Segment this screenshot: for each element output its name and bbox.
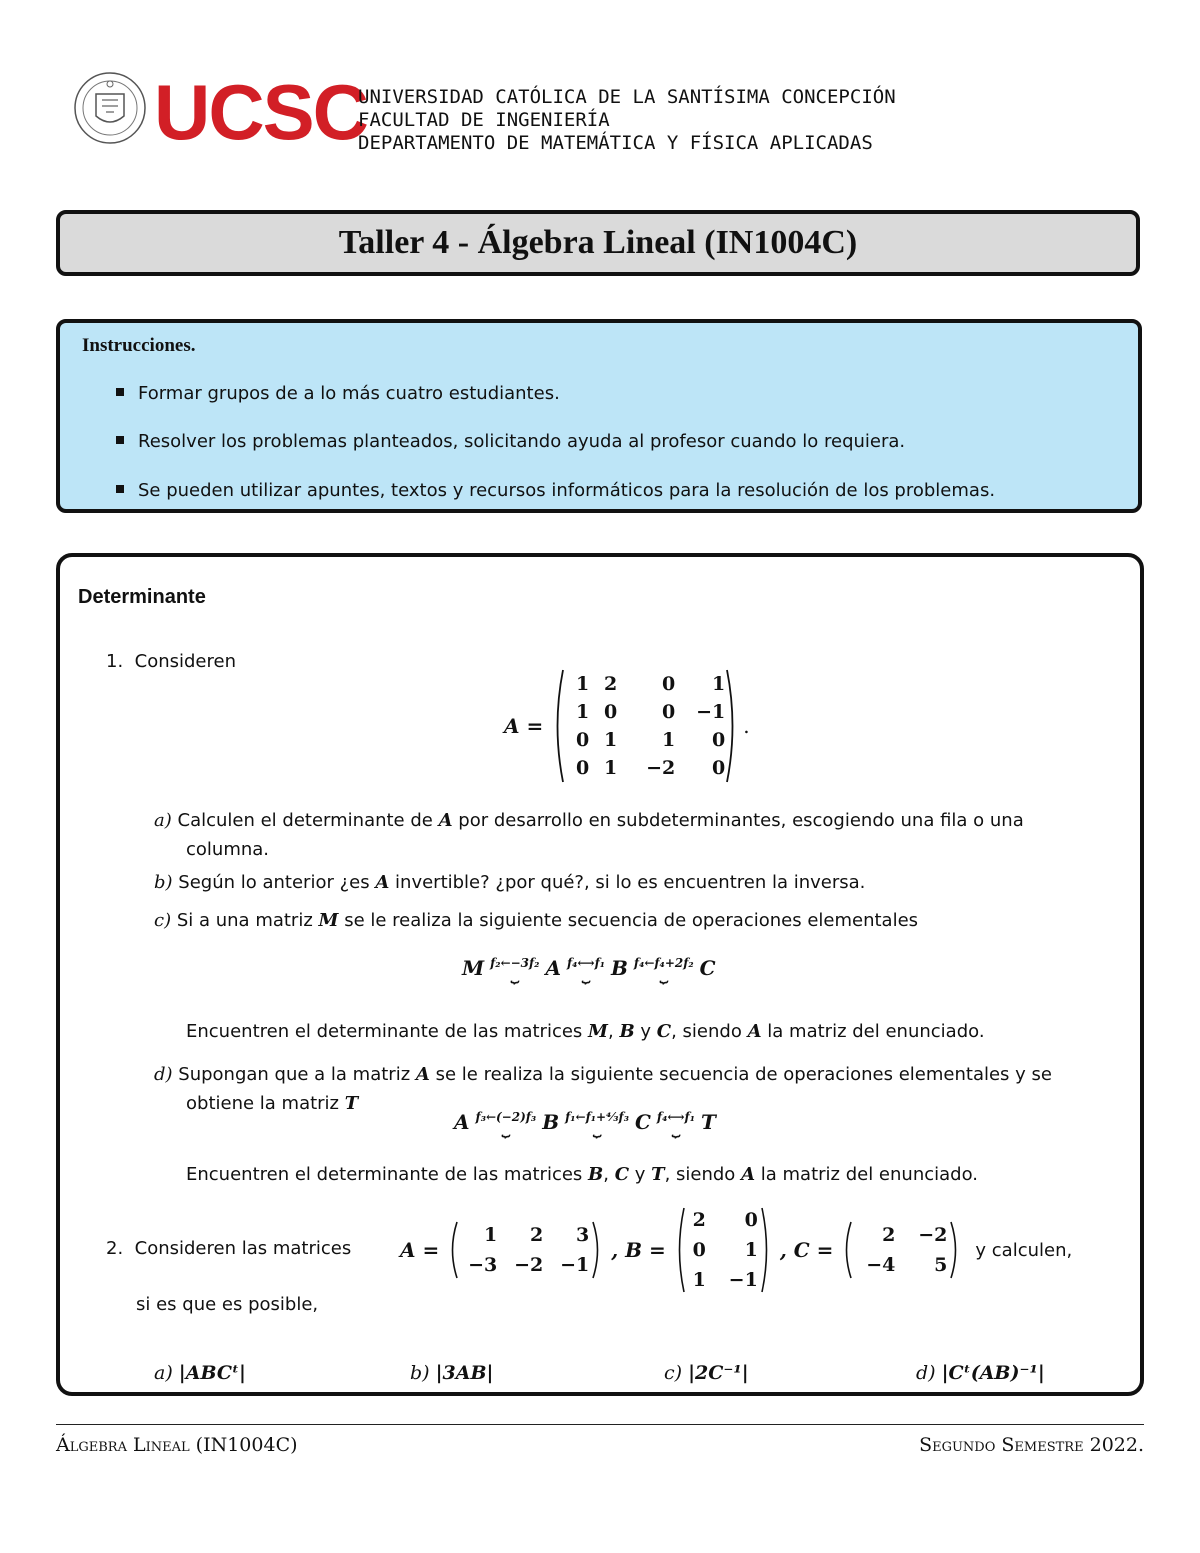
right-paren-icon [760,1206,772,1294]
footer-semester: Segundo Semestre 2022. [919,1434,1144,1456]
right-paren-icon [949,1220,961,1280]
page-title: Taller 4 - Álgebra Lineal (IN1004C) [338,224,858,261]
instructions-box [56,319,1142,513]
problem-1a: a) Calculen el determinante de A por desarrollo en subdeterminantes, escogiendo una fila o una columna. [154,810,1024,860]
matrix-A2: 1 2 3 −3 −2 −1 [468,1224,590,1276]
row-operation: f₄←f₄+2f₂ ⏟ [633,956,694,984]
problem-2a: a) |ABCᵗ| [154,1362,246,1384]
left-paren-icon [841,1220,853,1280]
instruction-item: Formar grupos de a lo más cuatro estudiantes. [116,383,560,404]
instructions-heading: Instrucciones. [82,335,196,356]
title-box [56,210,1140,276]
problem-2-tail: y calculen, [975,1239,1073,1261]
department-name: DEPARTAMENTO DE MATEMÁTICA Y FÍSICA APLICADAS [358,132,873,154]
operations-chain-d: A f₃←(−2)f₃ ⏟ B f₁←f₁+⁴⁄₃f₃ ⏟ C f₄⟷f₁ ⏟ T [454,1110,716,1138]
problem-1c-question: Encuentren el determinante de las matrices M, B y C, siendo A la matriz del enunciado. [186,1021,985,1042]
matrix-B2: 2 0 0 1 1 −1 [692,1209,758,1291]
bullet-icon [116,388,124,396]
matrix-A-table: 1 2 0 1 1 0 0 −1 0 1 1 0 0 1 −2 0 [576,673,726,779]
right-paren-icon [591,1220,603,1280]
matrix-A: A = 1 2 0 1 1 0 0 −1 0 1 1 0 0 1 −2 0 . [504,668,750,784]
left-paren-icon [674,1206,686,1294]
bullet-icon [116,485,124,493]
problem-2-intro: 2. Consideren las matrices [106,1238,352,1259]
problem-2c: c) |2C⁻¹| [664,1362,749,1384]
university-name: UNIVERSIDAD CATÓLICA DE LA SANTÍSIMA CONCEPCIÓN [358,86,896,108]
section-title: Determinante [78,586,206,608]
row-operation: f₂←−3f₂ ⏟ [490,956,540,984]
matrix-C2: 2 −2 −4 5 [866,1224,948,1276]
problem-1d: d) Supongan que a la matriz A se le realiza la siguiente secuencia de operaciones elementales y se obtiene la matriz T [154,1064,1052,1114]
institution-header [358,86,896,155]
faculty-name: FACULTAD DE INGENIERÍA [358,109,610,131]
left-paren-icon [551,668,565,784]
matrix-name: A = [504,714,544,738]
problem-1b: b) Según lo anterior ¿es A invertible? ¿por qué?, si lo es encuentren la inversa. [154,872,866,893]
problem-2-matrices: A = 1 2 3 −3 −2 −1 , B = 2 0 0 1 1 −1 , C = 2 −2 −4 5 y calculen, [400,1206,1072,1294]
bullet-icon [116,436,124,444]
row-operation: f₄⟷f₁ ⏟ [566,956,606,984]
problem-2b: b) |3AB| [410,1362,494,1384]
ucsc-logo: UCSC [154,68,368,156]
footer-divider [56,1424,1144,1425]
footer-course: Álgebra Lineal (IN1004C) [56,1434,298,1456]
university-seal-icon [72,70,148,146]
right-paren-icon [725,668,739,784]
row-operation: f₁←f₁+⁴⁄₃f₃ ⏟ [565,1110,629,1138]
instruction-item: Resolver los problemas planteados, solicitando ayuda al profesor cuando lo requiera. [116,431,905,452]
row-operation: f₃←(−2)f₃ ⏟ [475,1110,537,1138]
left-paren-icon [447,1220,459,1280]
problem-1-intro: 1. Consideren [106,651,236,672]
operations-chain-c: M f₂←−3f₂ ⏟ A f₄⟷f₁ ⏟ B f₄←f₄+2f₂ ⏟ C [462,956,716,984]
problem-1d-question: Encuentren el determinante de las matrices B, C y T, siendo A la matriz del enunciado. [186,1164,979,1185]
instruction-item: Se pueden utilizar apuntes, textos y recursos informáticos para la resolución de los problemas. [116,480,995,501]
row-operation: f₄⟷f₁ ⏟ [656,1110,695,1138]
problem-2-line2: si es que es posible, [136,1294,319,1315]
problem-2d: d) |Cᵗ(AB)⁻¹| [916,1362,1045,1384]
problem-1c: c) Si a una matriz M se le realiza la siguiente secuencia de operaciones elementales [154,910,919,931]
